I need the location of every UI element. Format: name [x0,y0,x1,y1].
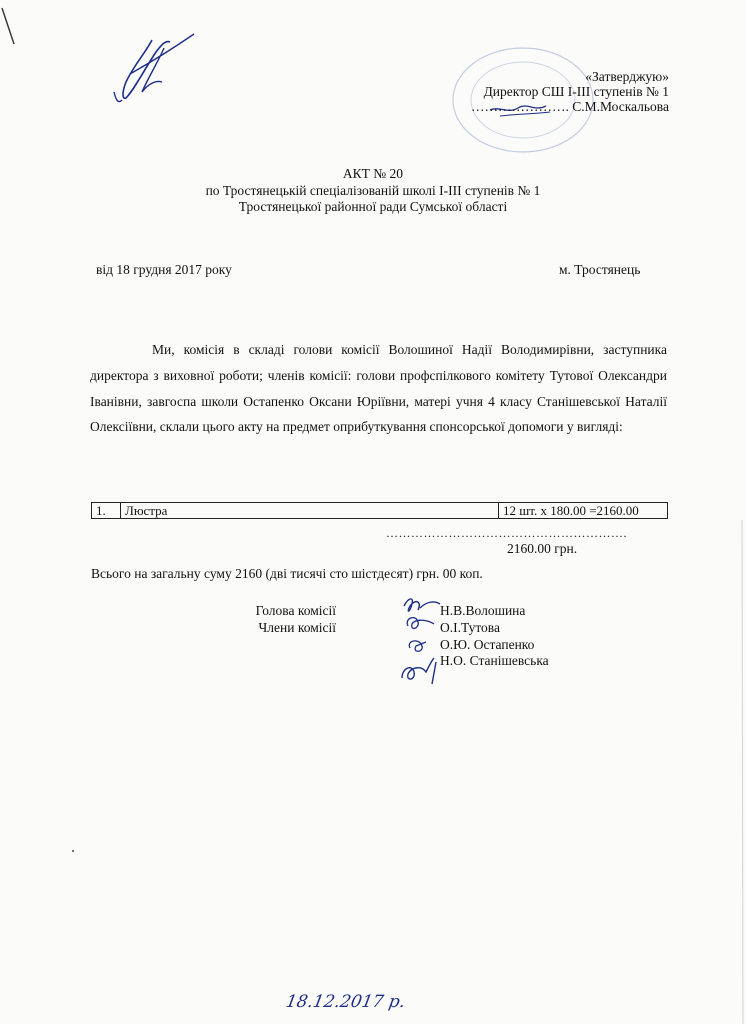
member-name: О.Ю. Остапенко [440,636,535,652]
chair-name: Н.В.Волошина [440,603,526,618]
signature-labels [240,603,336,636]
item-number: 1. [92,503,121,519]
total-sum: Всього на загальну суму 2160 (дві тисячі сто шістдесят) грн. 00 коп. [91,566,483,581]
act-date: від 18 грудня 2017 року [96,262,232,277]
act-organization: по Тростянецькій спеціалізованій школі І-ІІІ ступенів № 1 [205,182,541,198]
document-title [0,166,746,216]
approval-block [471,69,669,114]
signature-names [440,603,549,670]
resolution-signature [104,30,214,120]
chair-label: Голова комісії [255,603,336,618]
dotted-line: …………………………………………………. [386,526,627,540]
act-council: Тростянецької районної ради Сумської області [238,199,508,214]
approval-signer: …………………. С.М.Москальова [470,99,669,114]
item-name: Люстра [121,503,499,519]
scan-dot [72,850,74,852]
members-label: Члени комісії [258,619,336,635]
table-row [92,503,668,519]
subtotal: 2160.00 грн. [507,541,578,556]
scan-edge-line [726,520,746,1024]
approval-heading: «Затверджую» [585,69,669,84]
approval-position: Директор СШ І-ІІІ ступенів № 1 [483,84,669,99]
act-city: м. Тростянець [559,262,641,277]
act-number: АКТ № 20 [342,166,404,181]
item-amount: 12 шт. х 180.00 =2160.00 [499,503,668,519]
member-name: Н.О. Станішевська [440,653,549,669]
items-table [91,502,668,519]
member-name: О.І.Тутова [440,619,500,635]
handwritten-date: 18.12.2017 р. [284,992,407,1012]
scan-edge-mark [0,0,30,60]
body-text: Ми, комісія в складі голови комісії Волошиної Надії Володимирівни, заступника директора з виховної роботи; членів комісії: голови профспілкового комітету Тутової Олександри Іванівни, завгоспа школи Остапенко Оксани Юріївни, матері учня 4 класу Станішевської Наталії Олексіївни, склали цього акту на предмет оприбуткування спонсорської допомоги у вигляді: [90,342,667,435]
body-paragraph [90,337,667,440]
